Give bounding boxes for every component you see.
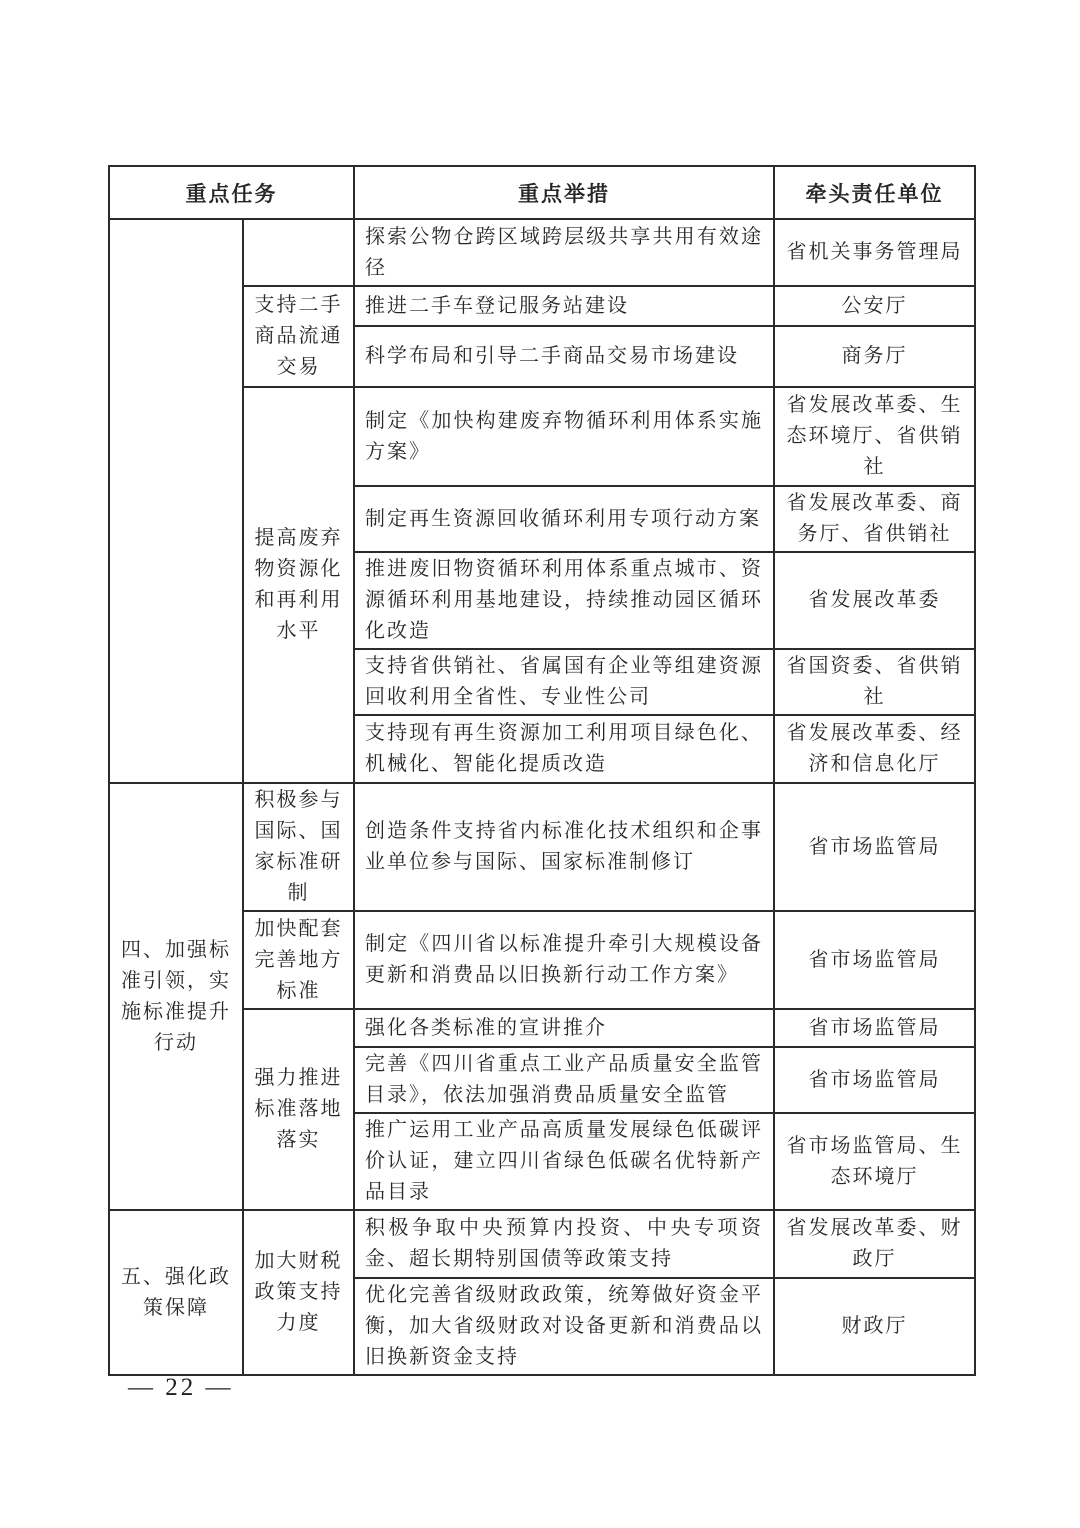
task-cell: 五、强化政策保障 [109, 1210, 243, 1375]
table-header-measure: 重点举措 [354, 166, 774, 219]
measure-cell: 推进二手车登记服务站建设 [354, 286, 774, 326]
page-number: — 22 — [128, 1374, 234, 1401]
unit-cell: 省发展改革委、财政厅 [774, 1210, 975, 1278]
unit-cell: 省发展改革委、经济和信息化厅 [774, 715, 975, 783]
measure-cell: 完善《四川省重点工业产品质量安全监管目录》，依法加强消费品质量安全监管 [354, 1047, 774, 1113]
subtask-cell: 加快配套完善地方标准 [243, 911, 354, 1009]
measure-cell: 制定再生资源回收循环利用专项行动方案 [354, 486, 774, 552]
measure-cell: 创造条件支持省内标准化技术组织和企事业单位参与国际、国家标准制修订 [354, 783, 774, 911]
measure-cell: 科学布局和引导二手商品交易市场建设 [354, 326, 774, 387]
measure-cell: 优化完善省级财政政策，统筹做好资金平衡，加大省级财政对设备更新和消费品以旧换新资金支持 [354, 1278, 774, 1375]
unit-cell: 财政厅 [774, 1278, 975, 1375]
task-cell [109, 219, 243, 783]
unit-cell: 省发展改革委、商务厅、省供销社 [774, 486, 975, 552]
unit-cell: 省市场监管局 [774, 783, 975, 911]
measure-cell: 支持省供销社、省属国有企业等组建资源回收利用全省性、专业性公司 [354, 649, 774, 715]
measure-cell: 制定《四川省以标准提升牵引大规模设备更新和消费品以旧换新行动工作方案》 [354, 911, 774, 1009]
subtask-cell [243, 219, 354, 286]
subtask-cell: 提高废弃物资源化和再利用水平 [243, 387, 354, 783]
unit-cell: 省市场监管局 [774, 1047, 975, 1113]
table-header-row [109, 166, 975, 219]
table-header-task: 重点任务 [109, 166, 354, 219]
unit-cell: 商务厅 [774, 326, 975, 387]
measure-cell: 制定《加快构建废弃物循环利用体系实施方案》 [354, 387, 774, 486]
table-row [109, 219, 975, 286]
measure-cell: 探索公物仓跨区域跨层级共享共用有效途径 [354, 219, 774, 286]
unit-cell: 公安厅 [774, 286, 975, 326]
subtask-cell: 加大财税政策支持力度 [243, 1210, 354, 1375]
subtask-cell: 积极参与国际、国家标准研制 [243, 783, 354, 911]
table-row [109, 1210, 975, 1278]
measure-cell: 推进废旧物资循环利用体系重点城市、资源循环利用基地建设，持续推动园区循环化改造 [354, 552, 774, 649]
unit-cell: 省发展改革委 [774, 552, 975, 649]
measure-cell: 强化各类标准的宣讲推介 [354, 1009, 774, 1047]
unit-cell: 省市场监管局、生态环境厅 [774, 1113, 975, 1210]
table-header-unit: 牵头责任单位 [774, 166, 975, 219]
subtask-cell: 强力推进标准落地落实 [243, 1009, 354, 1210]
unit-cell: 省市场监管局 [774, 911, 975, 1009]
key-tasks-table [108, 165, 976, 1376]
measure-cell: 支持现有再生资源加工利用项目绿色化、机械化、智能化提质改造 [354, 715, 774, 783]
unit-cell: 省发展改革委、生态环境厅、省供销社 [774, 387, 975, 486]
task-cell: 四、加强标准引领，实施标准提升行动 [109, 783, 243, 1210]
measure-cell: 积极争取中央预算内投资、中央专项资金、超长期特别国债等政策支持 [354, 1210, 774, 1278]
unit-cell: 省国资委、省供销社 [774, 649, 975, 715]
subtask-cell: 支持二手商品流通交易 [243, 286, 354, 387]
table-row [109, 783, 975, 911]
measure-cell: 推广运用工业产品高质量发展绿色低碳评价认证，建立四川省绿色低碳名优特新产品目录 [354, 1113, 774, 1210]
unit-cell: 省机关事务管理局 [774, 219, 975, 286]
unit-cell: 省市场监管局 [774, 1009, 975, 1047]
